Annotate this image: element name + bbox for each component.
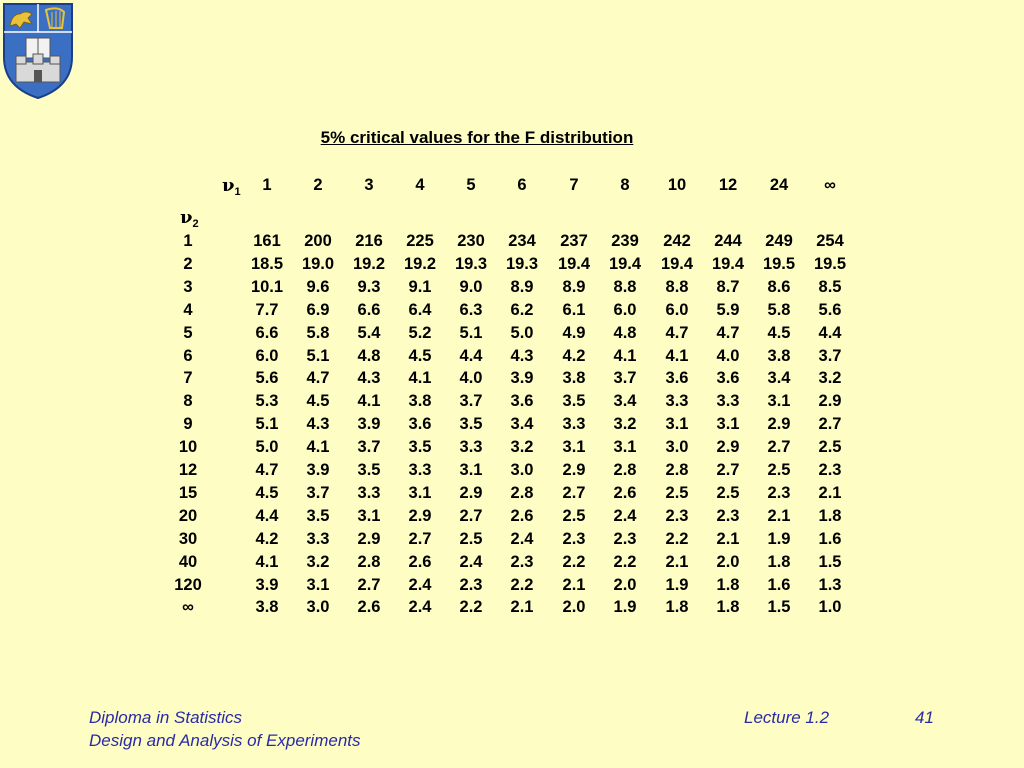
table-cell: 2.3 xyxy=(459,576,483,594)
table-cell: 4.5 xyxy=(306,392,330,410)
table-cell: 5.0 xyxy=(510,324,534,342)
table-cell: 242 xyxy=(663,232,691,250)
table-cell: 4.5 xyxy=(767,324,791,342)
table-cell: 4.2 xyxy=(255,530,279,548)
table-cell: 4.5 xyxy=(255,484,279,502)
table-cell: 4.0 xyxy=(459,369,483,387)
row-header: 12 xyxy=(178,461,198,479)
table-cell: 3.7 xyxy=(357,438,381,456)
table-cell: 2.1 xyxy=(562,576,586,594)
table-cell: 3.2 xyxy=(818,369,842,387)
table-cell: 2.7 xyxy=(357,576,381,594)
table-cell: 2.7 xyxy=(716,461,740,479)
table-cell: 2.3 xyxy=(716,507,740,525)
table-cell: 2.9 xyxy=(767,415,791,433)
table-cell: 19.3 xyxy=(454,255,488,273)
table-cell: 3.3 xyxy=(665,392,689,410)
table-cell: 2.8 xyxy=(613,461,637,479)
table-cell: 1.8 xyxy=(665,598,689,616)
column-header: 5 xyxy=(466,176,476,194)
table-cell: 2.3 xyxy=(613,530,637,548)
table-cell: 3.6 xyxy=(408,415,432,433)
table-cell: 3.9 xyxy=(255,576,279,594)
table-cell: 1.5 xyxy=(818,553,842,571)
table-cell: 3.1 xyxy=(767,392,791,410)
table-cell: 6.0 xyxy=(665,301,689,319)
table-cell: 4.4 xyxy=(255,507,279,525)
row-header: 10 xyxy=(178,438,198,456)
table-cell: 4.3 xyxy=(306,415,330,433)
row-header: 2 xyxy=(183,255,193,273)
table-cell: 4.1 xyxy=(613,347,637,365)
table-cell: 9.0 xyxy=(459,278,483,296)
table-cell: 3.8 xyxy=(255,598,279,616)
table-title: 5% critical values for the F distribution xyxy=(320,128,634,147)
table-cell: 234 xyxy=(508,232,536,250)
table-cell: 2.3 xyxy=(665,507,689,525)
table-cell: 8.9 xyxy=(562,278,586,296)
table-cell: 1.8 xyxy=(716,598,740,616)
table-cell: 6.6 xyxy=(255,324,279,342)
row-header: ∞ xyxy=(182,598,194,616)
table-cell: 3.3 xyxy=(357,484,381,502)
table-cell: 3.1 xyxy=(562,438,586,456)
table-cell: 6.9 xyxy=(306,301,330,319)
college-crest-logo xyxy=(2,2,74,100)
table-cell: 2.5 xyxy=(459,530,483,548)
table-cell: 3.8 xyxy=(408,392,432,410)
column-header: 4 xyxy=(415,176,425,194)
table-cell: 3.1 xyxy=(716,415,740,433)
table-cell: 19.2 xyxy=(352,255,386,273)
table-cell: 2.9 xyxy=(818,392,842,410)
table-cell: 4.3 xyxy=(357,369,381,387)
table-cell: 8.8 xyxy=(613,278,637,296)
table-cell: 2.8 xyxy=(665,461,689,479)
table-cell: 19.4 xyxy=(711,255,745,273)
row-header: 40 xyxy=(178,553,198,571)
table-cell: 3.5 xyxy=(357,461,381,479)
table-cell: 2.0 xyxy=(716,553,740,571)
row-header: 7 xyxy=(183,369,193,387)
table-cell: 2.2 xyxy=(665,530,689,548)
table-cell: 3.0 xyxy=(306,598,330,616)
table-cell: 3.3 xyxy=(306,530,330,548)
column-header: 1 xyxy=(262,176,272,194)
table-cell: 3.2 xyxy=(306,553,330,571)
table-cell: 2.6 xyxy=(408,553,432,571)
table-cell: 2.3 xyxy=(562,530,586,548)
table-cell: 3.3 xyxy=(459,438,483,456)
table-cell: 2.7 xyxy=(767,438,791,456)
row-header: 9 xyxy=(183,415,193,433)
table-cell: 200 xyxy=(304,232,332,250)
table-cell: 3.2 xyxy=(510,438,534,456)
table-cell: 2.7 xyxy=(459,507,483,525)
table-cell: 1.0 xyxy=(818,598,842,616)
nu2-subscript: 2 xyxy=(192,218,199,230)
table-cell: 3.6 xyxy=(716,369,740,387)
table-cell: 3.3 xyxy=(408,461,432,479)
table-cell: 3.1 xyxy=(357,507,381,525)
table-cell: 4.1 xyxy=(255,553,279,571)
table-cell: 4.2 xyxy=(562,347,586,365)
table-cell: 2.9 xyxy=(459,484,483,502)
table-cell: 3.7 xyxy=(306,484,330,502)
table-cell: 2.4 xyxy=(408,598,432,616)
table-cell: 3.9 xyxy=(306,461,330,479)
table-cell: 4.8 xyxy=(357,347,381,365)
table-cell: 4.4 xyxy=(459,347,483,365)
table-cell: 4.5 xyxy=(408,347,432,365)
table-cell: 2.1 xyxy=(818,484,842,502)
row-header: 4 xyxy=(183,301,193,319)
table-cell: 3.5 xyxy=(459,415,483,433)
table-cell: 2.5 xyxy=(767,461,791,479)
table-cell: 5.8 xyxy=(767,301,791,319)
table-cell: 4.7 xyxy=(255,461,279,479)
table-cell: 2.9 xyxy=(408,507,432,525)
table-cell: 1.9 xyxy=(767,530,791,548)
table-cell: 4.0 xyxy=(716,347,740,365)
column-header: 10 xyxy=(667,176,687,194)
table-cell: 2.6 xyxy=(510,507,534,525)
table-cell: 3.4 xyxy=(510,415,534,433)
row-header: 6 xyxy=(183,347,193,365)
footer-page-number: 41 xyxy=(915,708,934,727)
table-cell: 6.6 xyxy=(357,301,381,319)
row-header: 20 xyxy=(178,507,198,525)
table-cell: 5.1 xyxy=(306,347,330,365)
table-cell: 3.0 xyxy=(510,461,534,479)
table-cell: 2.6 xyxy=(613,484,637,502)
table-cell: 230 xyxy=(457,232,485,250)
table-cell: 5.9 xyxy=(716,301,740,319)
table-cell: 9.1 xyxy=(408,278,432,296)
table-cell: 5.3 xyxy=(255,392,279,410)
table-cell: 2.9 xyxy=(562,461,586,479)
footer-module: Design and Analysis of Experiments xyxy=(89,731,361,750)
table-cell: 3.8 xyxy=(767,347,791,365)
table-cell: 8.7 xyxy=(716,278,740,296)
table-cell: 6.4 xyxy=(408,301,432,319)
column-header: 7 xyxy=(569,176,579,194)
table-cell: 2.8 xyxy=(510,484,534,502)
table-cell: 4.1 xyxy=(408,369,432,387)
nu2-symbol: ν xyxy=(180,207,193,228)
table-cell: 4.4 xyxy=(818,324,842,342)
table-cell: 10.1 xyxy=(250,278,284,296)
table-cell: 19.0 xyxy=(301,255,335,273)
table-cell: 2.7 xyxy=(562,484,586,502)
nu1-subscript: 1 xyxy=(234,186,241,198)
table-cell: 19.4 xyxy=(557,255,591,273)
table-cell: 3.7 xyxy=(818,347,842,365)
table-cell: 1.6 xyxy=(767,576,791,594)
table-cell: 2.5 xyxy=(665,484,689,502)
table-cell: 2.8 xyxy=(357,553,381,571)
table-cell: 2.4 xyxy=(510,530,534,548)
table-cell: 2.9 xyxy=(357,530,381,548)
table-cell: 239 xyxy=(611,232,639,250)
table-cell: 3.5 xyxy=(408,438,432,456)
table-cell: 3.3 xyxy=(716,392,740,410)
table-cell: 2.1 xyxy=(716,530,740,548)
table-cell: 2.1 xyxy=(665,553,689,571)
table-cell: 1.9 xyxy=(665,576,689,594)
table-cell: 3.6 xyxy=(665,369,689,387)
table-cell: 2.2 xyxy=(613,553,637,571)
table-cell: 6.3 xyxy=(459,301,483,319)
table-cell: 8.5 xyxy=(818,278,842,296)
table-cell: 5.1 xyxy=(459,324,483,342)
table-cell: 2.5 xyxy=(562,507,586,525)
table-cell: 1.8 xyxy=(716,576,740,594)
table-cell: 1.5 xyxy=(767,598,791,616)
table-cell: 19.4 xyxy=(608,255,642,273)
table-cell: 3.1 xyxy=(306,576,330,594)
row-header: 5 xyxy=(183,324,193,342)
table-cell: 6.1 xyxy=(562,301,586,319)
table-cell: 2.6 xyxy=(357,598,381,616)
table-cell: 244 xyxy=(714,232,742,250)
table-cell: 5.0 xyxy=(255,438,279,456)
table-cell: 6.0 xyxy=(613,301,637,319)
table-cell: 3.6 xyxy=(510,392,534,410)
table-cell: 2.2 xyxy=(510,576,534,594)
table-cell: 2.4 xyxy=(459,553,483,571)
footer-lecture: Lecture 1.2 xyxy=(744,708,830,727)
table-cell: 4.1 xyxy=(357,392,381,410)
table-cell: 2.0 xyxy=(562,598,586,616)
table-cell: 161 xyxy=(253,232,281,250)
table-cell: 5.2 xyxy=(408,324,432,342)
table-cell: 1.6 xyxy=(818,530,842,548)
table-cell: 8.8 xyxy=(665,278,689,296)
table-cell: 19.2 xyxy=(403,255,437,273)
table-cell: 8.6 xyxy=(767,278,791,296)
table-cell: 2.2 xyxy=(562,553,586,571)
table-cell: 3.3 xyxy=(562,415,586,433)
table-cell: 5.6 xyxy=(255,369,279,387)
table-cell: 2.7 xyxy=(818,415,842,433)
table-cell: 3.0 xyxy=(665,438,689,456)
table-cell: 3.4 xyxy=(767,369,791,387)
table-cell: 2.9 xyxy=(716,438,740,456)
column-header: 8 xyxy=(620,176,630,194)
table-cell: 2.0 xyxy=(613,576,637,594)
table-cell: 1.3 xyxy=(818,576,842,594)
table-cell: 1.9 xyxy=(613,598,637,616)
table-cell: 3.5 xyxy=(306,507,330,525)
table-cell: 18.5 xyxy=(250,255,284,273)
table-cell: 2.3 xyxy=(510,553,534,571)
table-cell: 5.6 xyxy=(818,301,842,319)
column-header: 12 xyxy=(718,176,738,194)
table-cell: 3.8 xyxy=(562,369,586,387)
table-cell: 4.9 xyxy=(562,324,586,342)
table-cell: 3.5 xyxy=(562,392,586,410)
table-cell: 2.3 xyxy=(818,461,842,479)
table-cell: 4.7 xyxy=(716,324,740,342)
table-cell: 2.1 xyxy=(510,598,534,616)
table-cell: 1.8 xyxy=(818,507,842,525)
table-cell: 3.9 xyxy=(510,369,534,387)
table-cell: 2.3 xyxy=(767,484,791,502)
column-header: ∞ xyxy=(824,176,836,194)
table-cell: 5.4 xyxy=(357,324,381,342)
table-cell: 6.2 xyxy=(510,301,534,319)
table-cell: 3.7 xyxy=(459,392,483,410)
table-cell: 3.1 xyxy=(665,415,689,433)
table-cell: 4.7 xyxy=(306,369,330,387)
table-cell: 2.4 xyxy=(408,576,432,594)
table-cell: 4.1 xyxy=(665,347,689,365)
table-cell: 3.1 xyxy=(408,484,432,502)
table-cell: 7.7 xyxy=(255,301,279,319)
row-header: 15 xyxy=(178,484,198,502)
table-cell: 2.1 xyxy=(767,507,791,525)
column-header: 24 xyxy=(769,176,789,194)
table-cell: 225 xyxy=(406,232,434,250)
column-header: 6 xyxy=(517,176,527,194)
table-cell: 2.2 xyxy=(459,598,483,616)
row-header: 1 xyxy=(183,232,193,250)
table-cell: 3.2 xyxy=(613,415,637,433)
table-cell: 3.1 xyxy=(613,438,637,456)
table-cell: 19.5 xyxy=(813,255,847,273)
table-cell: 2.7 xyxy=(408,530,432,548)
table-cell: 19.3 xyxy=(505,255,539,273)
table-cell: 2.5 xyxy=(716,484,740,502)
table-cell: 5.8 xyxy=(306,324,330,342)
table-cell: 19.5 xyxy=(762,255,796,273)
table-cell: 4.7 xyxy=(665,324,689,342)
column-header: 3 xyxy=(364,176,374,194)
table-cell: 1.8 xyxy=(767,553,791,571)
row-header: 120 xyxy=(174,576,202,594)
table-cell: 3.9 xyxy=(357,415,381,433)
table-cell: 4.8 xyxy=(613,324,637,342)
row-header: 3 xyxy=(183,278,193,296)
table-cell: 216 xyxy=(355,232,383,250)
table-cell: 5.1 xyxy=(255,415,279,433)
table-cell: 249 xyxy=(765,232,793,250)
table-cell: 9.3 xyxy=(357,278,381,296)
table-cell: 4.1 xyxy=(306,438,330,456)
table-cell: 9.6 xyxy=(306,278,330,296)
row-header: 8 xyxy=(183,392,193,410)
row-header: 30 xyxy=(178,530,198,548)
table-cell: 3.4 xyxy=(613,392,637,410)
table-cell: 237 xyxy=(560,232,588,250)
table-cell: 254 xyxy=(816,232,844,250)
column-header: 2 xyxy=(313,176,323,194)
table-cell: 8.9 xyxy=(510,278,534,296)
table-cell: 3.1 xyxy=(459,461,483,479)
footer-course: Diploma in Statistics xyxy=(89,708,243,727)
table-cell: 19.4 xyxy=(660,255,694,273)
table-cell: 4.3 xyxy=(510,347,534,365)
table-cell: 2.5 xyxy=(818,438,842,456)
table-cell: 3.7 xyxy=(613,369,637,387)
table-cell: 2.4 xyxy=(613,507,637,525)
table-cell: 6.0 xyxy=(255,347,279,365)
nu1-symbol: ν xyxy=(222,175,235,196)
